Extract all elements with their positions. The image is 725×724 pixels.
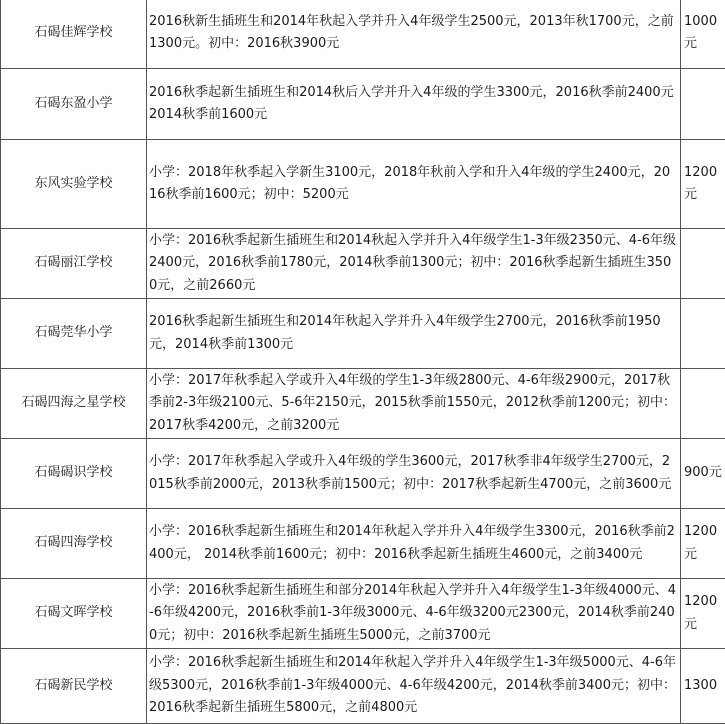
table-row bbox=[1, 299, 725, 369]
table-row bbox=[1, 509, 725, 579]
table-row bbox=[1, 0, 725, 69]
school-name: 石碣莞华小学 bbox=[1, 299, 147, 369]
extra-fee: 1200元 bbox=[681, 579, 725, 649]
extra-fee: 1200元 bbox=[681, 509, 725, 579]
school-name: 石碣碣识学校 bbox=[1, 439, 147, 509]
school-name: 石碣丽江学校 bbox=[1, 229, 147, 299]
fee-description: 2016秋季起新生插班生和2014年秋起入学并升入4年级学生2700元，2016秋季前1950元，2014秋季前1300元 bbox=[147, 299, 681, 369]
fee-description: 2016秋新生插班生和2014年秋起入学并升入4年级学生2500元，2013年秋1700元，之前1300元。初中：2016秋3900元 bbox=[147, 0, 681, 69]
school-name: 石碣东盈小学 bbox=[1, 69, 147, 140]
school-name: 石碣四海之星学校 bbox=[1, 369, 147, 439]
table-row bbox=[1, 369, 725, 439]
extra-fee: 1300 bbox=[681, 649, 725, 724]
table-row bbox=[1, 649, 725, 724]
table-row bbox=[1, 229, 725, 299]
extra-fee bbox=[681, 69, 725, 140]
extra-fee: 900元 bbox=[681, 439, 725, 509]
table-row bbox=[1, 439, 725, 509]
school-name: 石碣文晖学校 bbox=[1, 579, 147, 649]
fee-description: 小学：2016秋季起新生插班生和2014年秋起入学并升入4年级学生3300元，2016秋季前2400元， 2014秋季前1600元；初中：2016秋季起新生插班生4600元，之前3400元 bbox=[147, 509, 681, 579]
fee-description: 小学：2017年秋季起入学或升入4年级的学生3600元，2017秋季非4年级学生2700元，2015秋季前2000元，2013秋季前1500元；初中：2017秋季起新生4700元，之前3600元 bbox=[147, 439, 681, 509]
extra-fee bbox=[681, 299, 725, 369]
fee-description: 小学：2016秋季起新生插班生和2014年秋起入学并升入4年级学生1-3年级5000元、4-6年级5300元，2016秋季前1-3年级4000元、4-6年级4200元，2014秋季前3400元；初中：2016秋季起新生插班生5800元，之前4800元 bbox=[147, 649, 681, 724]
school-name: 石碣四海学校 bbox=[1, 509, 147, 579]
extra-fee: 1000元 bbox=[681, 0, 725, 69]
school-name: 石碣佳辉学校 bbox=[1, 0, 147, 69]
fee-description: 小学：2016秋季起新生插班生和部分2014年秋起入学并升入4年级学生1-3年级4000元、4-6年级4200元，2016秋季前1-3年级3000元、4-6年级3200元2300元，2014秋季前2400元；初中：2016秋季起新生插班生5000元，之前3700元 bbox=[147, 579, 681, 649]
fee-description: 小学：2016秋季起新生插班生和2014秋起入学并升入4年级学生1-3年级2350元、4-6年级2400元，2016秋季前1780元，2014秋季前1300元；初中：2016秋季起新生插班生3500元，之前2660元 bbox=[147, 229, 681, 299]
fee-description: 小学：2018年秋季起入学新生3100元，2018年秋前入学和升入4年级的学生2400元，2016秋季前1600元；初中：5200元 bbox=[147, 140, 681, 229]
school-name: 石碣新民学校 bbox=[1, 649, 147, 724]
table-row bbox=[1, 69, 725, 140]
table-row bbox=[1, 140, 725, 229]
extra-fee bbox=[681, 229, 725, 299]
table-row bbox=[1, 579, 725, 649]
extra-fee: 1200元 bbox=[681, 140, 725, 229]
fee-description: 小学：2017年秋季起入学或升入4年级的学生1-3年级2800元、4-6年级2900元，2017秋季前2-3年级2100元、5-6年2150元，2015秋季前1550元，2012秋季前1200元；初中：2017秋季4200元，之前3200元 bbox=[147, 369, 681, 439]
school-name: 东风实验学校 bbox=[1, 140, 147, 229]
extra-fee bbox=[681, 369, 725, 439]
fee-description: 2016秋季起新生插班生和2014秋后入学并升入4年级的学生3300元，2016秋季前2400元 2014秋季前1600元 bbox=[147, 69, 681, 140]
